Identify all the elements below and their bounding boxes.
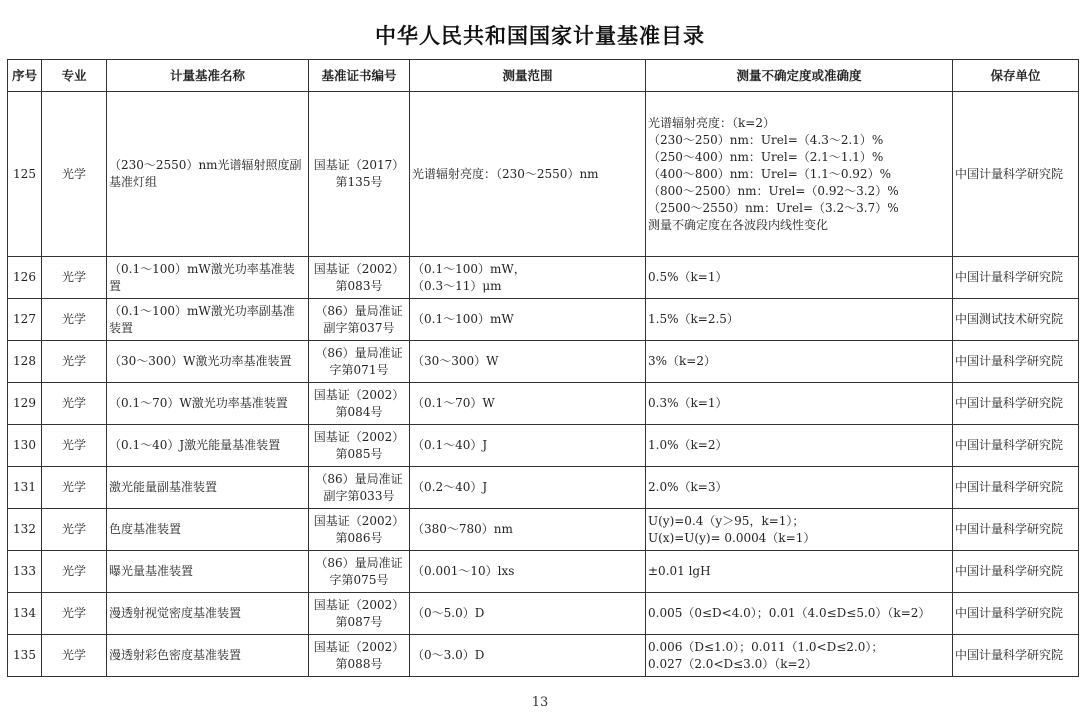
row-uncertainty-line: 1.5%（k=2.5） <box>648 312 739 326</box>
row-certificate-line: 第088号 <box>335 656 383 671</box>
row-certificate-line: 第086号 <box>335 530 383 545</box>
row-standard-name: 漫透射彩色密度基准装置 <box>107 635 309 677</box>
col-header-range: 测量范围 <box>410 60 646 92</box>
row-custodian: 中国计量科学研究院 <box>953 551 1079 593</box>
row-uncertainty-line: （2500～2550）nm：Urel=（3.2～3.7）% <box>648 200 899 215</box>
row-measurement-range-line: （380～780）nm <box>412 522 513 536</box>
table-row <box>8 257 1079 299</box>
row-certificate <box>309 635 410 677</box>
row-certificate-line: 国基证（2002） <box>313 387 405 402</box>
table-row <box>8 467 1079 509</box>
row-certificate-line: 国基证（2002） <box>313 429 405 444</box>
row-certificate <box>309 425 410 467</box>
document-title: 中华人民共和国国家计量基准目录 <box>375 24 705 48</box>
table-row <box>8 593 1079 635</box>
row-uncertainty-line: 0.3%（k=1） <box>648 396 728 410</box>
row-uncertainty-line: （400～800）nm：Urel=（1.1～0.92）% <box>648 166 891 181</box>
row-field: 光学 <box>42 467 107 509</box>
col-header-unit: 保存单位 <box>953 60 1079 92</box>
row-custodian: 中国计量科学研究院 <box>953 383 1079 425</box>
row-certificate <box>309 509 410 551</box>
row-custodian: 中国计量科学研究院 <box>953 257 1079 299</box>
row-measurement-range-line: （30～300）W <box>412 354 499 368</box>
row-field: 光学 <box>42 257 107 299</box>
table-row <box>8 383 1079 425</box>
row-certificate <box>309 467 410 509</box>
row-measurement-range <box>410 299 646 341</box>
row-uncertainty-line: U(x)=U(y)= 0.0004（k=1） <box>648 530 816 545</box>
row-measurement-range <box>410 509 646 551</box>
row-standard-name: （30～300）W激光功率基准装置 <box>107 341 309 383</box>
row-measurement-range-line: （0.1～100）mW <box>412 312 514 326</box>
row-certificate-line: （86）量局准证 <box>315 345 403 360</box>
row-uncertainty <box>646 551 953 593</box>
row-field: 光学 <box>42 509 107 551</box>
row-certificate-line: 第087号 <box>335 614 383 629</box>
table-row <box>8 341 1079 383</box>
row-uncertainty-line: 3%（k=2） <box>648 354 716 368</box>
row-measurement-range-line: （0.2～40）J <box>412 480 488 494</box>
row-field: 光学 <box>42 92 107 257</box>
row-field: 光学 <box>42 341 107 383</box>
row-field: 光学 <box>42 635 107 677</box>
row-custodian: 中国计量科学研究院 <box>953 92 1079 257</box>
row-certificate <box>309 593 410 635</box>
row-custodian: 中国计量科学研究院 <box>953 593 1079 635</box>
col-header-cert: 基准证书编号 <box>309 60 410 92</box>
col-header-uncertainty: 测量不确定度或准确度 <box>646 60 953 92</box>
row-field: 光学 <box>42 551 107 593</box>
table-row <box>8 635 1079 677</box>
row-custodian: 中国计量科学研究院 <box>953 467 1079 509</box>
row-number: 129 <box>8 383 42 425</box>
table-row <box>8 551 1079 593</box>
row-standard-name: （0.1～100）mW激光功率基准装置 <box>107 257 309 299</box>
row-certificate-line: （86）量局准证 <box>315 303 403 318</box>
row-measurement-range <box>410 467 646 509</box>
row-measurement-range-line: （0.3～11）μm <box>412 278 502 293</box>
row-uncertainty <box>646 593 953 635</box>
table-row <box>8 509 1079 551</box>
col-header-field: 专业 <box>42 60 107 92</box>
row-number: 132 <box>8 509 42 551</box>
row-number: 126 <box>8 257 42 299</box>
col-header-no: 序号 <box>8 60 42 92</box>
row-measurement-range <box>410 383 646 425</box>
row-measurement-range <box>410 551 646 593</box>
row-uncertainty-line: （230～250）nm：Urel=（4.3～2.1）% <box>648 132 884 147</box>
row-uncertainty-line: （800～2500）nm：Urel=（0.92～3.2）% <box>648 183 899 198</box>
row-uncertainty <box>646 509 953 551</box>
row-standard-name: （0.1～40）J激光能量基准装置 <box>107 425 309 467</box>
row-measurement-range <box>410 425 646 467</box>
row-certificate <box>309 257 410 299</box>
row-uncertainty-line: 0.005（0≤D<4.0）；0.01（4.0≤D≤5.0）（k=2） <box>648 606 931 620</box>
row-certificate <box>309 551 410 593</box>
row-measurement-range <box>410 341 646 383</box>
row-certificate-line: 字第075号 <box>329 572 389 587</box>
header-row <box>8 60 1079 92</box>
row-uncertainty <box>646 635 953 677</box>
row-uncertainty <box>646 425 953 467</box>
row-uncertainty-line: 1.0%（k=2） <box>648 438 728 452</box>
row-standard-name: （230～2550）nm光谱辐射照度副基准灯组 <box>107 92 309 257</box>
row-uncertainty-line: 光谱辐射亮度：（k=2） <box>648 115 775 130</box>
row-uncertainty <box>646 467 953 509</box>
row-number: 133 <box>8 551 42 593</box>
row-measurement-range-line: （0～3.0）D <box>412 648 485 662</box>
row-certificate <box>309 383 410 425</box>
row-field: 光学 <box>42 593 107 635</box>
row-certificate-line: （86）量局准证 <box>315 555 403 570</box>
row-certificate-line: 第085号 <box>335 446 383 461</box>
row-certificate-line: 国基证（2002） <box>313 639 405 654</box>
row-certificate-line: 字第071号 <box>329 362 389 377</box>
row-number: 135 <box>8 635 42 677</box>
row-certificate-line: 第084号 <box>335 404 383 419</box>
row-certificate-line: 国基证（2017） <box>313 158 405 172</box>
row-uncertainty-line: 2.0%（k=3） <box>648 480 728 494</box>
row-uncertainty <box>646 383 953 425</box>
row-measurement-range-line: （0.1～100）mW， <box>412 261 526 276</box>
row-field: 光学 <box>42 299 107 341</box>
row-certificate-line: 国基证（2002） <box>313 261 405 276</box>
row-certificate-line: 国基证（2002） <box>313 513 405 528</box>
col-header-name: 计量基准名称 <box>107 60 309 92</box>
row-uncertainty-line: 0.006（D≤1.0）；0.011（1.0<D≤2.0）； <box>648 639 884 654</box>
row-number: 131 <box>8 467 42 509</box>
row-certificate <box>309 299 410 341</box>
row-standard-name: 激光能量副基准装置 <box>107 467 309 509</box>
table-row <box>8 299 1079 341</box>
row-certificate-line: （86）量局准证 <box>315 471 403 486</box>
row-number: 128 <box>8 341 42 383</box>
row-uncertainty-line: ±0.01 lgH <box>648 564 711 578</box>
row-number: 134 <box>8 593 42 635</box>
row-standard-name: 漫透射视觉密度基准装置 <box>107 593 309 635</box>
row-measurement-range <box>410 257 646 299</box>
row-field: 光学 <box>42 425 107 467</box>
row-standard-name: 色度基准装置 <box>107 509 309 551</box>
standards-catalog-table <box>7 59 1079 677</box>
row-custodian: 中国测试技术研究院 <box>953 299 1079 341</box>
row-certificate <box>309 341 410 383</box>
row-number: 130 <box>8 425 42 467</box>
row-custodian: 中国计量科学研究院 <box>953 509 1079 551</box>
row-custodian: 中国计量科学研究院 <box>953 425 1079 467</box>
row-measurement-range-line: （0.1～40）J <box>412 438 488 452</box>
page-number: 13 <box>531 695 549 710</box>
row-certificate-line: 第083号 <box>335 278 383 293</box>
row-standard-name: 曝光量基准装置 <box>107 551 309 593</box>
row-uncertainty-line: 测量不确定度在各波段内线性变化 <box>648 217 829 232</box>
row-uncertainty-line: （250～400）nm：Urel=（2.1～1.1）% <box>648 149 884 164</box>
row-measurement-range <box>410 635 646 677</box>
row-measurement-range <box>410 593 646 635</box>
row-certificate-line: 副字第033号 <box>323 488 395 503</box>
row-uncertainty <box>646 257 953 299</box>
row-standard-name: （0.1～70）W激光功率基准装置 <box>107 383 309 425</box>
row-uncertainty-line: U(y)=0.4（y＞95，k=1）； <box>648 513 805 528</box>
row-measurement-range-line: （0.001～10）lxs <box>412 564 515 578</box>
row-uncertainty-line: 0.027（2.0<D≤3.0）（k=2） <box>648 656 818 671</box>
row-number: 127 <box>8 299 42 341</box>
row-certificate-line: 副字第037号 <box>323 320 395 335</box>
row-custodian: 中国计量科学研究院 <box>953 341 1079 383</box>
row-custodian: 中国计量科学研究院 <box>953 635 1079 677</box>
row-uncertainty <box>646 299 953 341</box>
row-measurement-range <box>410 92 646 257</box>
table-row <box>8 92 1079 257</box>
table-row <box>8 425 1079 467</box>
row-measurement-range-line: 光谱辐射亮度：（230～2550）nm <box>412 166 599 181</box>
row-uncertainty-line: 0.5%（k=1） <box>648 270 728 284</box>
row-number: 125 <box>8 92 42 257</box>
row-uncertainty <box>646 341 953 383</box>
row-uncertainty <box>646 92 953 257</box>
row-standard-name: （0.1～100）mW激光功率副基准装置 <box>107 299 309 341</box>
row-field: 光学 <box>42 383 107 425</box>
row-measurement-range-line: （0.1～70）W <box>412 396 495 410</box>
row-measurement-range-line: （0～5.0）D <box>412 606 485 620</box>
row-certificate <box>309 92 410 257</box>
row-certificate-line: 第135号 <box>335 175 383 189</box>
row-certificate-line: 国基证（2002） <box>313 597 405 612</box>
